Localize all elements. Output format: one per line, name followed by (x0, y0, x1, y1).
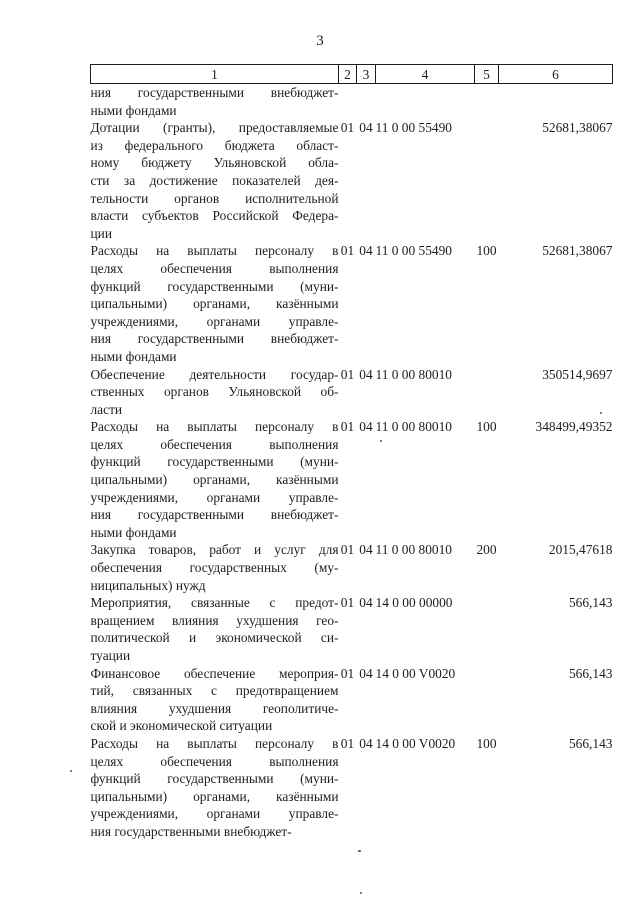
row-name-line: ской и экономической ситуации (90, 718, 273, 734)
row-name-line: власти субъектов Российской Федера- (90, 208, 339, 224)
row-name (91, 366, 339, 419)
row-name-line: учреждениями, органами управле- (90, 806, 339, 822)
table-row (91, 665, 613, 735)
row-name-line: функций государственными (муни- (90, 278, 339, 294)
row-name (91, 418, 339, 541)
column-header-3: 3 (357, 65, 376, 84)
row-cell-c3: 04 (359, 542, 373, 558)
row-name-line: тельности органов исполнительной (90, 190, 339, 206)
table-header-row (91, 65, 613, 84)
row-cell-c6 (499, 84, 613, 120)
row-cell-c4: 11 0 00 80010 (375, 419, 452, 435)
row-name-line: вращением влияния ухудшения гео- (90, 612, 339, 628)
row-cell-c5: 100 (476, 735, 497, 751)
row-cell-c2: 01 (340, 542, 355, 558)
row-name-line: функций государственными (муни- (90, 454, 339, 470)
row-cell-c4: 11 0 00 55490 (375, 120, 452, 136)
row-name-line: влияния ухудшения геополитиче- (90, 700, 339, 716)
row-cell-c5 (475, 594, 499, 664)
row-name-line: ния государственными внебюджет- (90, 823, 292, 839)
row-name-line: Дотации (гранты), предоставляемые (90, 120, 339, 136)
row-name-line: функций государственными (муни- (90, 771, 339, 787)
scan-speck (600, 412, 602, 414)
row-name-line: ласти (90, 401, 123, 417)
row-cell-c4: 14 0 00 V0020 (375, 665, 456, 681)
row-cell-c6: 2015,47618 (548, 542, 613, 558)
row-name-line: Обеспечение деятельности государ- (90, 366, 339, 382)
table-row (91, 84, 613, 120)
row-name-line: Расходы на выплаты персоналу в (90, 419, 339, 435)
row-cell-c5: 100 (476, 419, 497, 435)
column-header-1: 1 (91, 65, 339, 84)
row-name (91, 119, 339, 242)
row-cell-c3: 04 (359, 120, 373, 136)
row-cell-c6: 52681,38067 (542, 120, 613, 136)
row-cell-c2: 01 (340, 665, 355, 681)
scan-speck (360, 892, 362, 894)
row-cell-c2: 01 (340, 366, 355, 382)
row-cell-c4 (376, 84, 475, 120)
column-header-6: 6 (499, 65, 613, 84)
row-cell-c2 (339, 84, 357, 120)
row-cell-c2: 01 (340, 735, 355, 751)
row-name (91, 594, 339, 664)
row-name-line: ции (90, 225, 112, 241)
row-cell-c3: 04 (359, 243, 373, 259)
row-name-line: Расходы на выплаты персоналу в (90, 735, 339, 751)
row-cell-c5 (475, 665, 499, 735)
row-name-line: тий, связанных с предотвращением (90, 683, 339, 699)
scan-speck (380, 440, 382, 442)
row-name-line: ному бюджету Ульяновской обла- (90, 155, 339, 171)
table-row (91, 541, 613, 594)
row-cell-c6: 566,143 (568, 595, 613, 611)
table-row (91, 418, 613, 541)
row-cell-c6: 566,143 (568, 665, 613, 681)
row-name-line: учреждениями, органами управле- (90, 489, 339, 505)
row-name-line: ния государственными внебюджет- (90, 331, 339, 347)
row-name (91, 84, 339, 120)
row-name-line: ния государственными внебюджет- (90, 85, 339, 100)
table-row (91, 119, 613, 242)
row-name-line: туации (90, 648, 131, 663)
table-row (91, 735, 613, 841)
row-cell-c3: 04 (359, 665, 373, 681)
row-cell-c4: 11 0 00 55490 (375, 243, 452, 259)
row-cell-c6: 348499,49352 (535, 419, 613, 435)
row-cell-c3: 04 (359, 595, 373, 611)
row-name (91, 735, 339, 841)
row-name-line: ными фондами (90, 524, 177, 540)
row-name-line: целях обеспечения выполнения (90, 260, 339, 276)
row-name-line: ными фондами (90, 102, 177, 118)
row-name-line: Закупка товаров, работ и услуг для (90, 542, 339, 558)
row-name-line: Финансовое обеспечение мероприя- (90, 665, 339, 681)
row-name-line: ципальными) органами, казёнными (90, 296, 339, 312)
column-header-5: 5 (475, 65, 499, 84)
row-cell-c5: 200 (476, 542, 497, 558)
row-name-line: ципальными) органами, казёнными (90, 472, 339, 488)
page-number: 3 (316, 33, 324, 49)
row-cell-c4: 14 0 00 V0020 (375, 735, 456, 751)
row-cell-c6: 350514,9697 (542, 366, 613, 382)
table-row (91, 594, 613, 664)
row-cell-c3 (357, 84, 376, 120)
row-name-line: из федерального бюджета област- (90, 137, 339, 153)
row-cell-c2: 01 (340, 419, 355, 435)
row-cell-c3: 04 (359, 735, 373, 751)
row-cell-c3: 04 (359, 366, 373, 382)
row-cell-c5 (475, 119, 499, 242)
column-header-4: 4 (376, 65, 475, 84)
row-name-line: ственных органов Ульяновской об- (90, 384, 339, 400)
row-name-line: ния государственными внебюджет- (90, 507, 339, 523)
table-row (91, 366, 613, 419)
row-name-line: политической и экономической си- (90, 630, 339, 646)
row-cell-c5 (475, 366, 499, 419)
row-name (91, 541, 339, 594)
budget-table (90, 64, 613, 841)
row-name-line: сти за достижение показателей дея- (90, 172, 339, 188)
row-cell-c5 (475, 84, 499, 120)
row-name (91, 242, 339, 365)
row-name-line: ципальными) органами, казёнными (90, 788, 339, 804)
row-cell-c4: 11 0 00 80010 (375, 366, 452, 382)
row-name-line: учреждениями, органами управле- (90, 313, 339, 329)
row-cell-c3: 04 (359, 419, 373, 435)
row-name-line: Мероприятия, связанные с предот- (90, 595, 339, 611)
row-cell-c2: 01 (340, 120, 355, 136)
row-name (91, 665, 339, 735)
column-header-2: 2 (339, 65, 357, 84)
row-name-line: обеспечения государственных (му- (90, 560, 339, 576)
row-cell-c5: 100 (476, 243, 497, 259)
row-name-line: целях обеспечения выполнения (90, 753, 339, 769)
scan-speck (358, 850, 361, 852)
row-name-line: ными фондами (90, 348, 177, 364)
row-cell-c2: 01 (340, 243, 355, 259)
row-cell-c6: 566,143 (568, 735, 613, 751)
scan-speck (70, 770, 72, 772)
row-cell-c6: 52681,38067 (542, 243, 613, 259)
row-cell-c4: 11 0 00 80010 (375, 542, 452, 558)
row-name-line: Расходы на выплаты персоналу в (90, 243, 339, 259)
row-cell-c2: 01 (340, 595, 355, 611)
row-name-line: целях обеспечения выполнения (90, 436, 339, 452)
row-cell-c4: 14 0 00 00000 (375, 595, 453, 611)
row-name-line: ниципальных) нужд (90, 577, 206, 593)
table-row (91, 242, 613, 365)
